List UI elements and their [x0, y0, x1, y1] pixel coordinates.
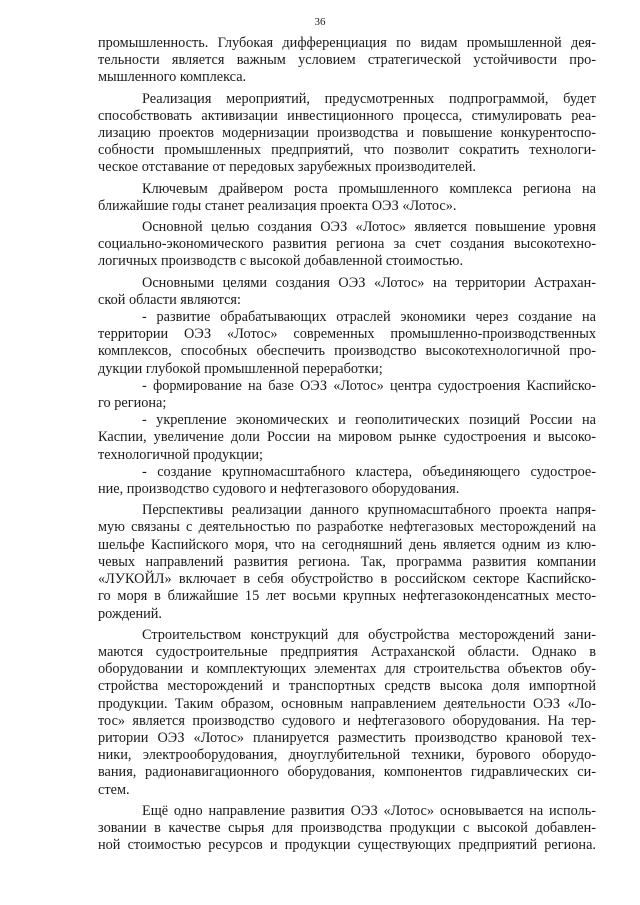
text-line: - создание крупномасштабного кластера, объединяющего судострое- — [142, 463, 596, 480]
text-line: зовании в качестве сырья для производства продукции с высокой добавлен- — [98, 819, 596, 836]
text-line: Основной целью создания ОЭЗ «Лотос» является повышение уровня — [142, 219, 596, 236]
text-line: мую связаны с деятельностью по разработке нефтегазовых месторождений на — [98, 519, 596, 536]
text-line: рождений. — [98, 605, 162, 622]
text-line: чевых направлений развития региона. Так, программа развития компании — [98, 553, 596, 570]
text-line: дукции глубокой промышленной переработки; — [98, 360, 383, 377]
text-line: логичных производств с высокой добавленной стоимостью. — [98, 253, 464, 270]
text-line: ближайшие годы станет реализация проекта ОЭЗ «Лотос». — [98, 197, 457, 214]
text-line: Строительством конструкций для обустройства месторождений зани- — [142, 626, 596, 643]
text-line: - формирование на базе ОЭЗ «Лотос» центра судостроения Каспийско- — [142, 377, 596, 394]
text-line: продукции. Таким образом, основным направлением деятельности ОЭЗ «Ло- — [98, 695, 596, 712]
text-line: стройства месторождений и транспортных средств высока доля импортной — [98, 678, 596, 695]
text-line: «ЛУКОЙЛ» включает в себя обустройство в российском секторе Каспийско- — [98, 571, 596, 588]
text-line: Реализация мероприятий, предусмотренных подпрограммой, будет — [142, 90, 596, 107]
text-line: - укрепление экономических и геополитических позиций России на — [142, 412, 596, 429]
page-number: 36 — [314, 16, 326, 28]
text-line: шельфе Каспийского моря, что на сегодняшний день является одним из клю- — [98, 536, 596, 553]
text-line: Перспективы реализации данного крупномасштабного проекта напря- — [142, 502, 596, 519]
text-line: социально-экономического развития региона за счет создания высокотехно- — [98, 236, 596, 253]
text-line: ской области являются: — [98, 291, 241, 308]
text-line: вания, радионавигационного оборудования, компонентов гидравлических си- — [98, 764, 596, 781]
text-line: мышленного комплекса. — [98, 69, 247, 86]
text-line: лизацию проектов модернизации производства и повышение конкурентоспо- — [98, 125, 596, 142]
text-line: комплексов, способных обеспечить производство высокотехнологичной про- — [98, 343, 596, 360]
text-line: тельности является важным условием стратегической устойчивости про- — [98, 52, 596, 69]
text-line: технологичной продукции; — [98, 446, 264, 463]
text-line: Ключевым драйвером роста промышленного комплекса региона на — [142, 180, 596, 197]
text-line: ческое отставание от передовых зарубежных производителей. — [98, 159, 476, 176]
text-line: - развитие обрабатывающих отраслей экономики через создание на — [142, 309, 596, 326]
text-line: территории ОЭЗ «Лотос» современных промышленно-производственных — [98, 326, 596, 343]
text-line: способствовать активизации инвестиционного процесса, стимулировать реа- — [98, 107, 596, 124]
text-line: ники, электрооборудования, дноуглубительной техники, бурового оборудо- — [98, 747, 596, 764]
text-line: Ещё одно направление развития ОЭЗ «Лотос» основывается на исполь- — [142, 802, 596, 819]
body-text — [98, 35, 596, 854]
text-line: го региона; — [98, 395, 167, 412]
text-line: маются судостроительные предприятия Астраханской области. Однако в — [98, 643, 596, 660]
text-line: ние, производство судового и нефтегазового оборудования. — [98, 481, 460, 498]
text-line: го моря в ближайшие 15 лет восьми крупных нефтегазоконденсатных место- — [98, 588, 596, 605]
text-line: ритории ОЭЗ «Лотос» планируется разместить производство крановой тех- — [98, 729, 596, 746]
text-line: оборудовании и комплектующих элементах для строительства объектов обу- — [98, 661, 596, 678]
text-line: стем. — [98, 781, 130, 798]
text-line: ной стоимостью ресурсов и продукции существующих предприятий региона. — [98, 837, 596, 854]
text-line: промышленность. Глубокая дифференциация по видам промышленной дея- — [98, 35, 596, 51]
text-line: Основными целями создания ОЭЗ «Лотос» на территории Астрахан- — [142, 274, 596, 291]
text-line: Каспии, увеличение доли России на мировом рынке судостроения и высоко- — [98, 429, 596, 446]
text-line: тос» является производство судового и нефтегазового оборудования. На тер- — [98, 712, 596, 729]
text-line: собности промышленных предприятий, что позволит сократить технологи- — [98, 142, 596, 159]
